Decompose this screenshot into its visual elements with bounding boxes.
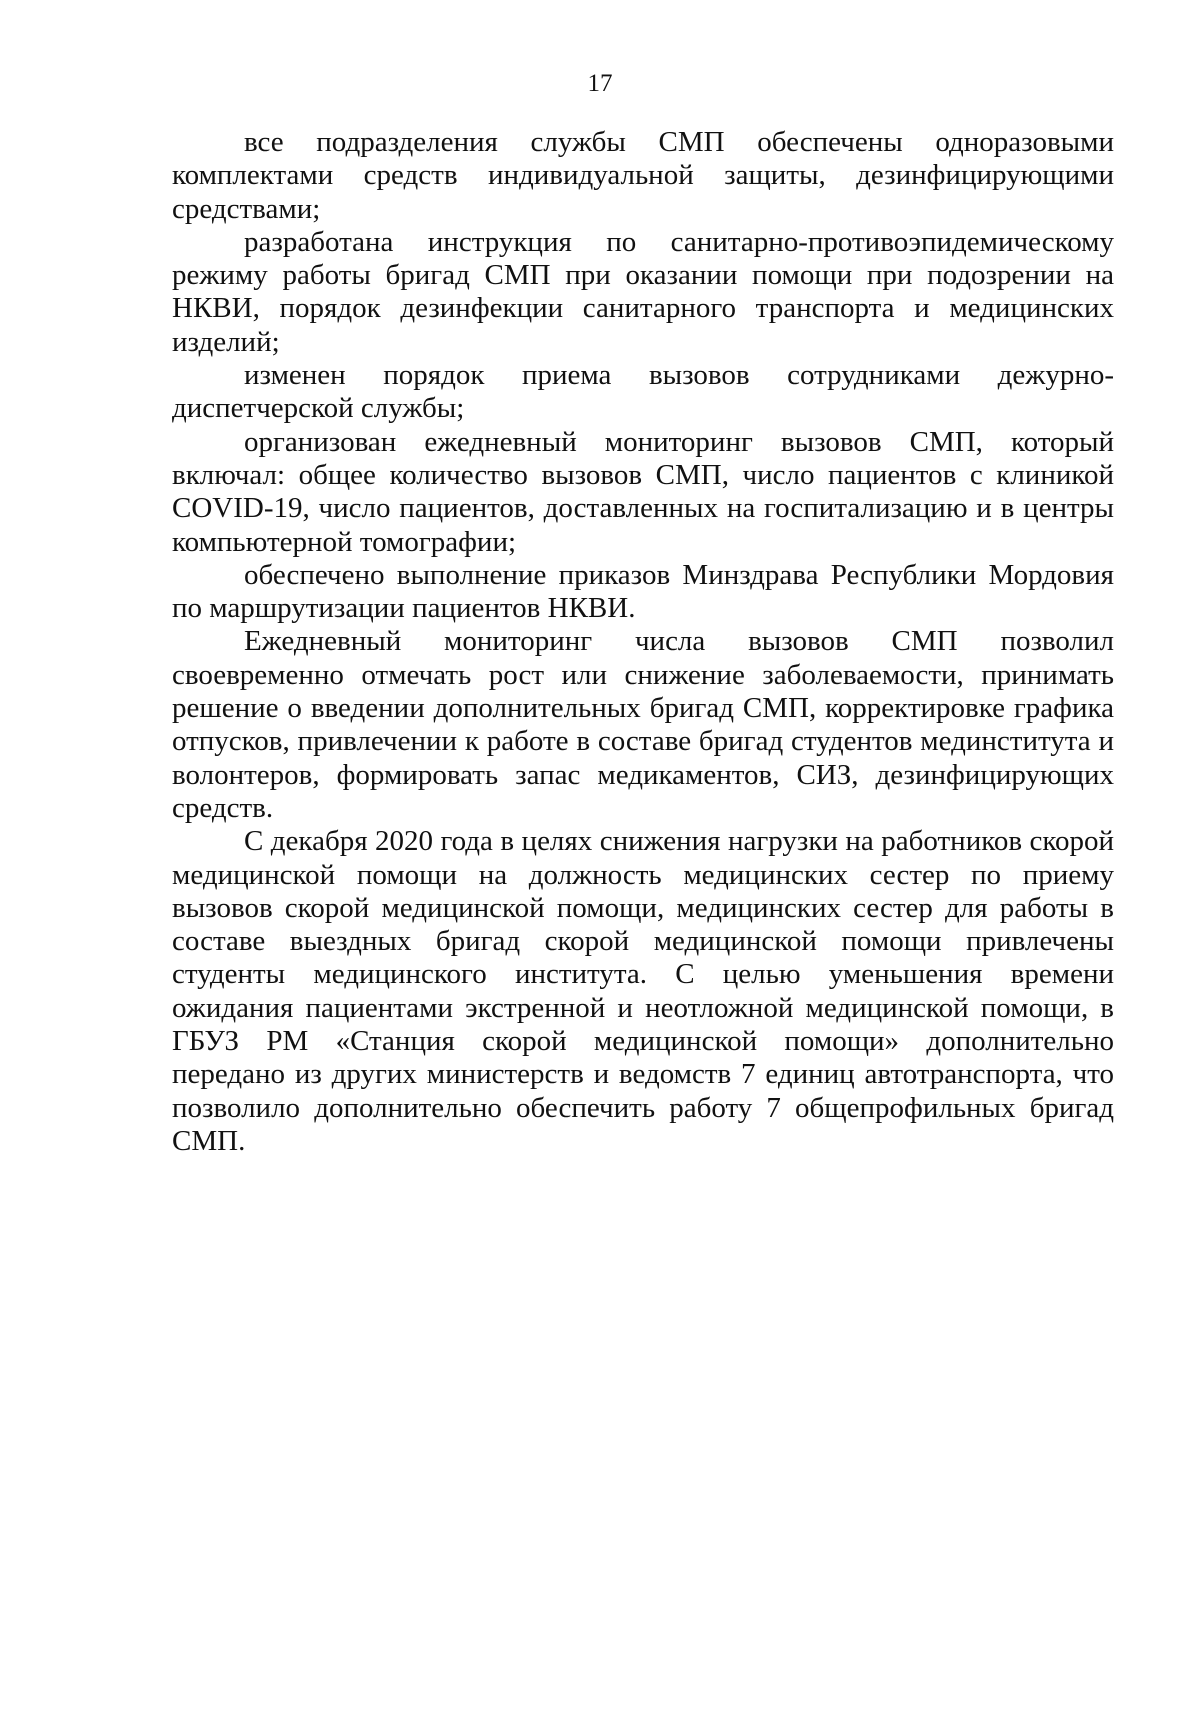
paragraph-routing-orders: обеспечено выполнение приказов Минздрава Республики Мордовия по маршрутизации пациентов НКВИ.	[172, 558, 1114, 625]
paragraph-ppe-supply: все подразделения службы СМП обеспечены одноразовыми комплектами средств индивидуальной защиты, дезинфицирующими средствами;	[172, 126, 1114, 225]
paragraph-call-intake-procedure: изменен порядок приема вызовов сотрудниками дежурно-диспетчерской службы;	[172, 359, 1114, 425]
paragraph-sanitary-instruction: разработана инструкция по санитарно-противоэпидемическому режиму работы бригад СМП при оказании помощи при подозрении на НКВИ, порядок дезинфекции санитарного транспорта и медицинских изделий;	[172, 225, 1114, 358]
paragraph-daily-monitoring: организован ежедневный мониторинг вызовов СМП, который включал: общее количество вызовов СМП, число пациентов с клиникой COVID-19, число пациентов, доставленных на госпитализацию и в центры компьютерной томографии;	[172, 425, 1114, 558]
paragraph-december-2020-measures: С декабря 2020 года в целях снижения нагрузки на работников скорой медицинской помощи на должность медицинских сестер по приему вызовов скорой медицинской помощи, медицинских сестер для работы в составе выездных бригад скорой медицинской помощи привлечены студенты медицинского института. С целью уменьшения времени ожидания пациентами экстренной и неотложной медицинской помощи, в ГБУЗ РМ «Станция скорой медицинской помощи» дополнительно передано из других министерств и ведомств 7 единиц автотранспорта, что позволило дополнительно обеспечить работу 7 общепрофильных бригад СМП.	[172, 825, 1114, 1157]
paragraph-monitoring-results: Ежедневный мониторинг числа вызовов СМП позволил своевременно отмечать рост или снижение заболеваемости, принимать решение о введении дополнительных бригад СМП, корректировке графика отпусков, привлечении к работе в составе бригад студентов мединститута и волонтеров, формировать запас медикаментов, СИЗ, дезинфицирующих средств.	[172, 625, 1114, 824]
page-number: 17	[587, 70, 613, 97]
document-body	[172, 126, 1114, 1158]
